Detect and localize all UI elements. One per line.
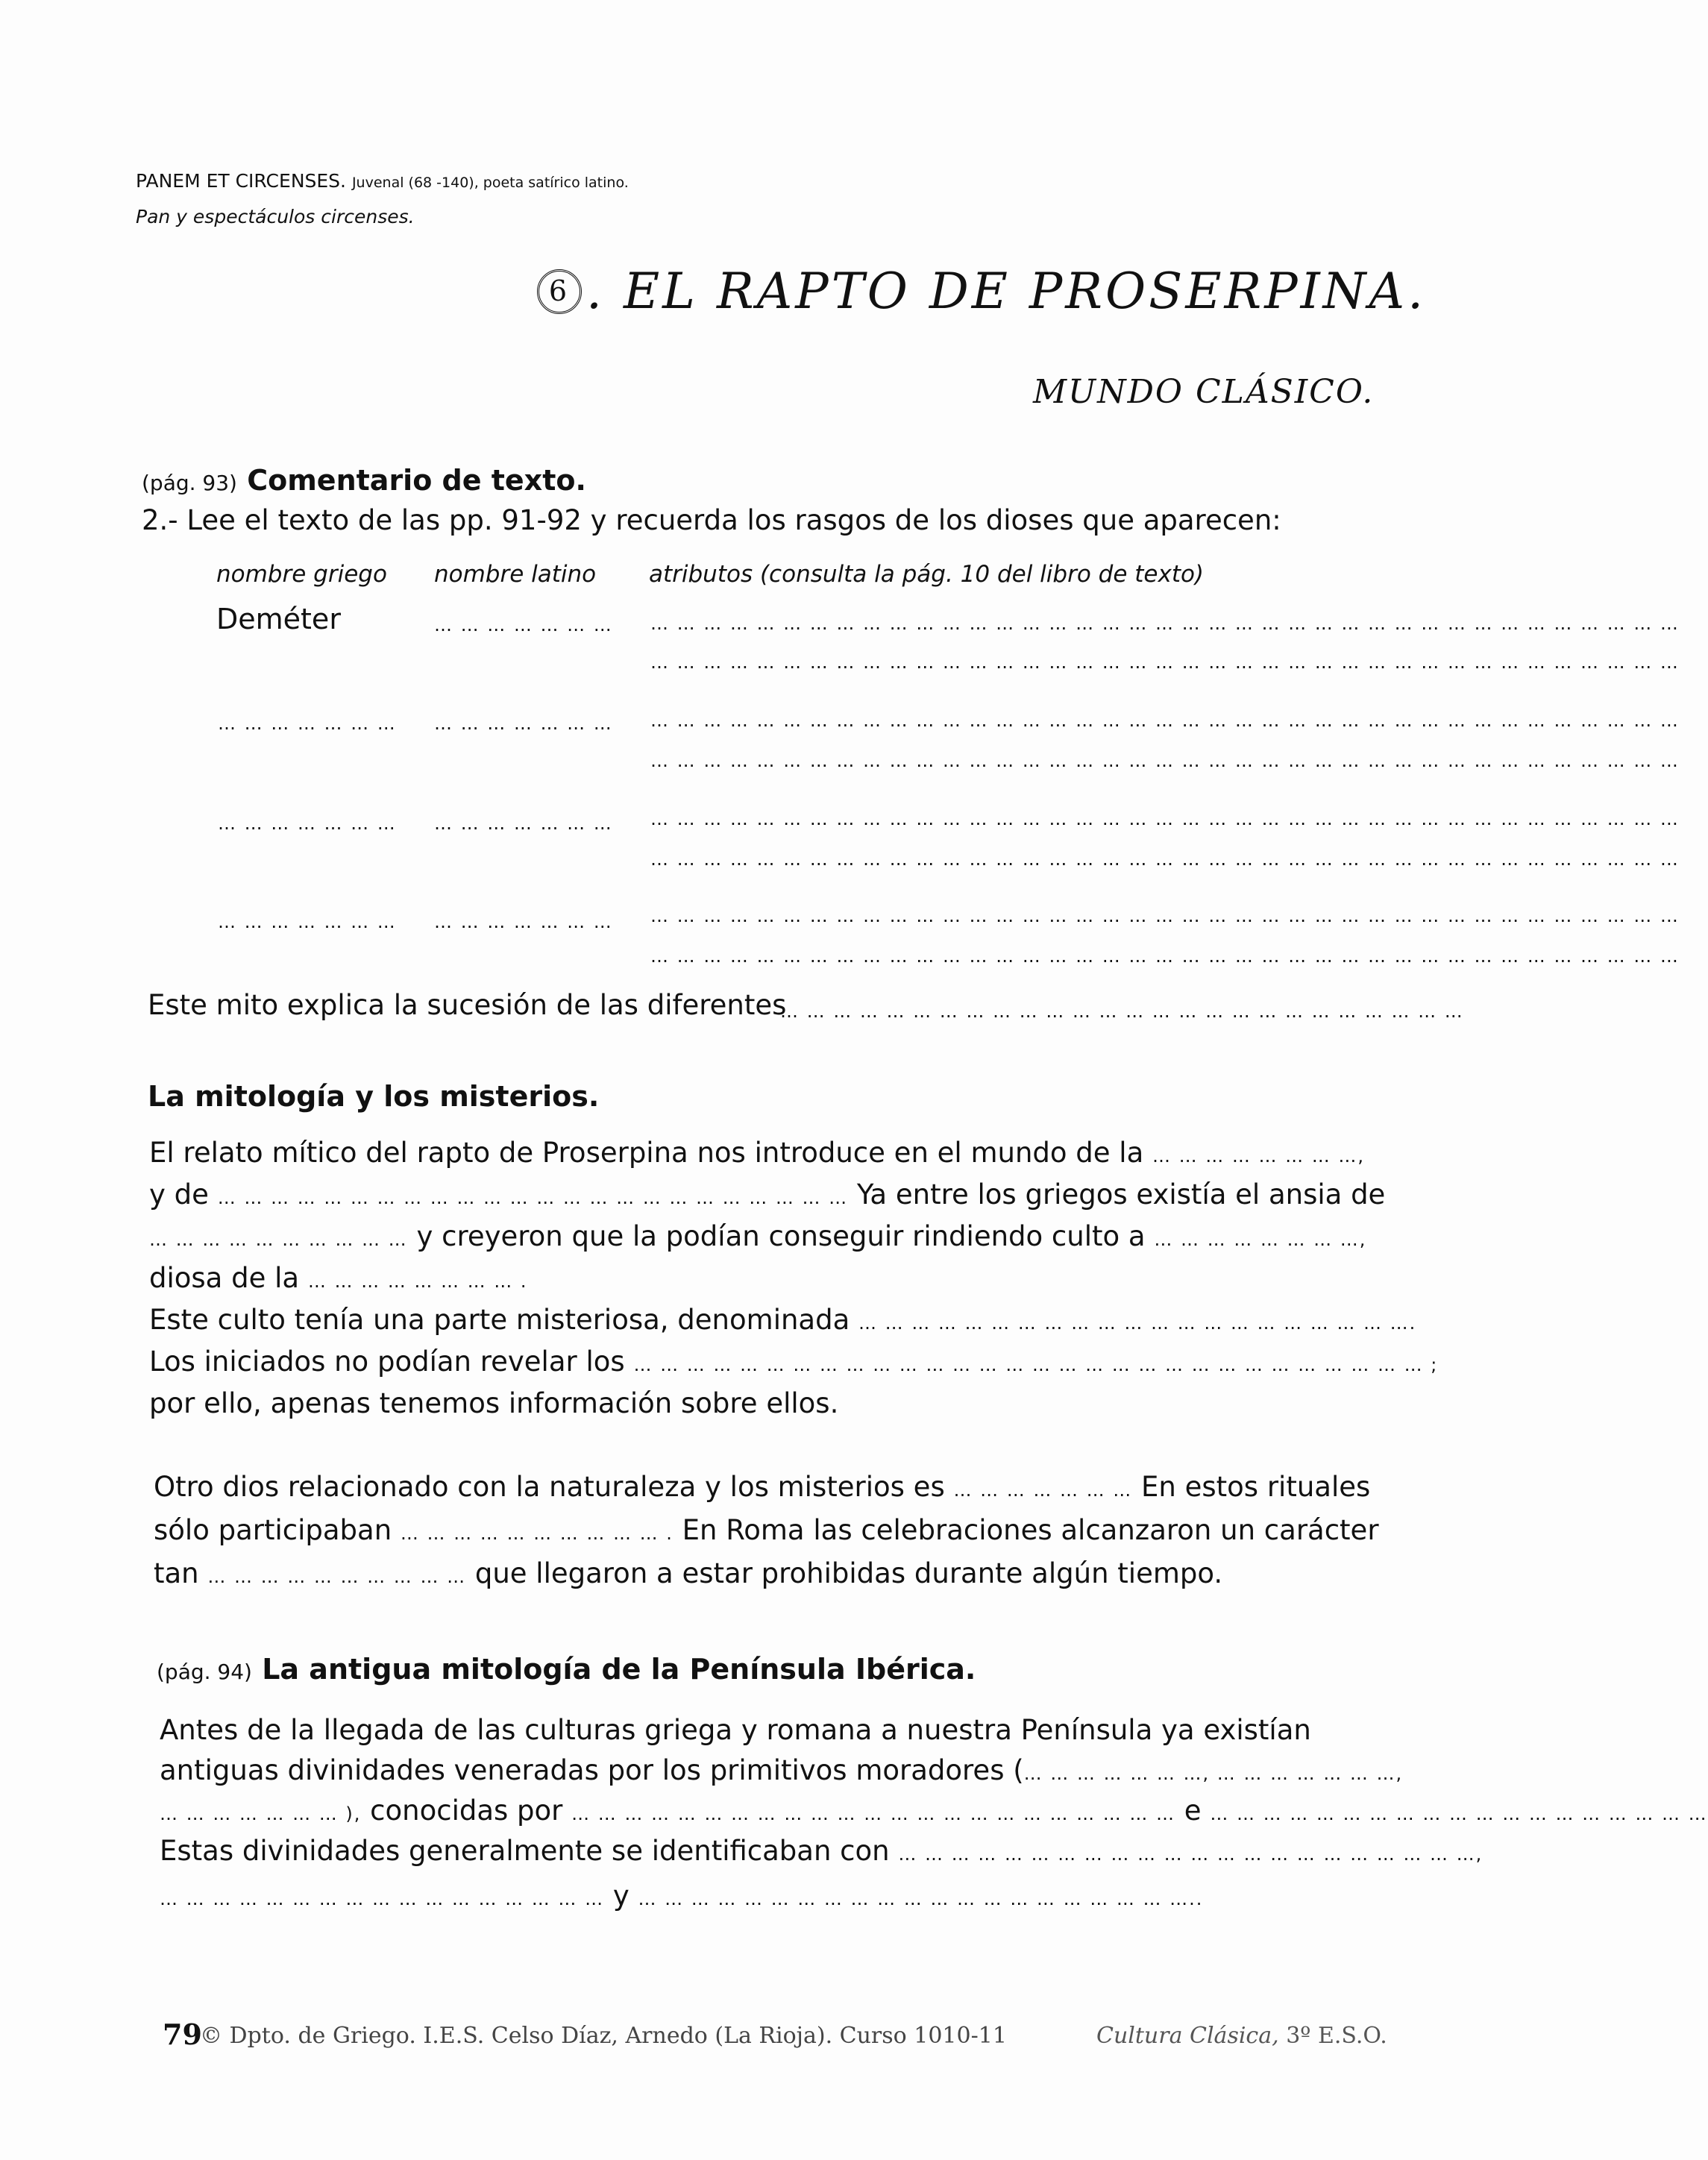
misterios-p2-blank-1: … … … … … … … — [953, 1480, 1133, 1501]
latin-blank-4: … … … … … … … — [434, 911, 613, 932]
motto-translation: Pan y espectáculos circenses. — [136, 206, 415, 227]
page-subtitle: MUNDO CLÁSICO. — [1033, 373, 1375, 411]
iberica-text-4: Estas divinidades generalmente se identificaban con — [160, 1835, 890, 1867]
misterios-p2-text-2b: En Roma las celebraciones alcanzaron un carácter — [682, 1514, 1379, 1546]
misterios-line-7: por ello, apenas tenemos información sobre ellos. — [149, 1387, 839, 1419]
attr-blank-1a: … … … … … … … … … … … … … … … … … … … … … … … … … … … … … … … … … … … … … … … — [650, 613, 1680, 634]
latin-blank-3: … … … … … … … — [434, 813, 613, 834]
footer-copyright: © Dpto. de Griego. I.E.S. Celso Díaz, Arnedo (La Rioja). Curso 1010-11 — [200, 2023, 1007, 2049]
misterios-text-1: El relato mítico del rapto de Proserpina nos introduce en el mundo de la — [149, 1137, 1144, 1169]
iberica-text-2: antiguas divinidades veneradas por los primitivos moradores ( — [160, 1754, 1024, 1786]
latin-blank-1: … … … … … … … — [434, 615, 613, 635]
iberica-text-3a: conocidas por — [370, 1795, 563, 1827]
misterios-text-5: Este culto tenía una parte misteriosa, denominada — [149, 1304, 850, 1336]
footer-level: 3º E.S.O. — [1286, 2023, 1387, 2049]
misterios-line-3 — [149, 1220, 1366, 1252]
iberica-line-4 — [160, 1835, 1483, 1867]
motto-main: PANEM ET CIRCENSES. — [136, 170, 346, 192]
misterios-p2-text-1b: En estos rituales — [1141, 1471, 1371, 1503]
iberica-title: La antigua mitología de la Península Ibérica. — [262, 1653, 976, 1686]
comentario-page-ref: (pág. 93) — [142, 471, 237, 495]
misterios-line-1 — [149, 1137, 1365, 1169]
misterios-p2-text-2a: sólo participaban — [154, 1514, 392, 1546]
iberica-heading — [157, 1653, 976, 1686]
misterios-blank-4: … … … … … … … … . — [307, 1271, 528, 1292]
greek-blank-2: … … … … … … … — [218, 713, 397, 734]
misterios-blank-5: … … … … … … … … … … … … … … … … … … … … …. — [858, 1313, 1417, 1334]
attr-blank-2b: … … … … … … … … … … … … … … … … … … … … … … … … … … … … … … … … … … … … … … … — [650, 750, 1680, 771]
greek-name-1: Deméter — [216, 603, 341, 635]
motto-line — [136, 170, 629, 192]
attr-blank-2a: … … … … … … … … … … … … … … … … … … … … … … … … … … … … … … … … … … … … … … … — [650, 710, 1680, 731]
misterios-p2-text-3b: que llegaron a estar prohibidas durante algún tiempo. — [474, 1557, 1223, 1589]
iberica-blank-5a: … … … … … … … … … … … … … … … … … — [160, 1889, 605, 1909]
iberica-text-3b: e — [1184, 1795, 1202, 1827]
misterios-blank-1: … … … … … … … …, — [1152, 1146, 1366, 1167]
misterios-blank-3a: … … … … … … … … … … — [149, 1229, 408, 1250]
misterios-blank-2: … … … … … … … … … … … … … … … … … … … … … … … … — [217, 1187, 849, 1208]
col-header-greek: nombre griego — [216, 561, 387, 588]
iberica-blank-3b: … … … … … … … … … … … … … … … … … … … … … … … — [571, 1803, 1176, 1824]
iberica-blank-3a: … … … … … … … ), — [160, 1803, 362, 1824]
page-title — [537, 263, 1426, 320]
iberica-blank-4: … … … … … … … … … … … … … … … … … … … … … …, — [898, 1844, 1483, 1865]
misterios-p2-blank-2: … … … … … … … … … … . — [400, 1523, 674, 1544]
greek-blank-4: … … … … … … … — [218, 911, 397, 932]
misterios-text-6: Los iniciados no podían revelar los — [149, 1346, 625, 1378]
misterios-blank-3b: … … … … … … … …, — [1154, 1229, 1367, 1250]
misterios-p2-text-1a: Otro dios relacionado con la naturaleza y los misterios es — [154, 1471, 945, 1503]
misterios-text-2a: y de — [149, 1178, 209, 1211]
misterios-line-4 — [149, 1262, 528, 1294]
iberica-page-ref: (pág. 94) — [157, 1660, 252, 1684]
iberica-blank-2: … … … … … … …, … … … … … … …, — [1023, 1763, 1404, 1784]
attr-blank-1b: … … … … … … … … … … … … … … … … … … … … … … … … … … … … … … … … … … … … … … … — [650, 652, 1680, 673]
misterios-text-2b: Ya entre los griegos existía el ansia de — [856, 1178, 1386, 1211]
col-header-attributes: atributos (consulta la pág. 10 del libro de texto) — [649, 561, 1205, 588]
iberica-text-5: y — [612, 1880, 629, 1912]
title-text: . EL RAPTO DE PROSERPINA. — [586, 263, 1427, 320]
misterios-heading: La mitología y los misterios. — [148, 1080, 600, 1113]
footer-course-name: Cultura Clásica, — [1096, 2023, 1279, 2049]
col-header-latin: nombre latino — [434, 561, 597, 588]
latin-blank-2: … … … … … … … — [434, 713, 613, 734]
footer-page-number: 79 — [163, 2018, 202, 2051]
misterios-p2-line-1 — [154, 1471, 1370, 1503]
title-number: 6 — [537, 269, 582, 314]
iberica-blank-3c: … … … … … … … … … … … … … … … … … … … — [1210, 1803, 1708, 1824]
comentario-closing-blank: … … … … … … … … … … … … … … … … … … … … … … … … … … — [780, 1001, 1464, 1022]
attr-blank-4b: … … … … … … … … … … … … … … … … … … … … … … … … … … … … … … … … … … … … … … … — [650, 946, 1680, 967]
comentario-instruction: 2.- Lee el texto de las pp. 91-92 y recuerda los rasgos de los dioses que aparecen: — [142, 504, 1281, 536]
greek-blank-3: … … … … … … … — [218, 813, 397, 834]
misterios-line-5 — [149, 1304, 1416, 1336]
comentario-title: Comentario de texto. — [247, 464, 586, 497]
motto-attribution: Juvenal (68 -140), poeta satírico latino. — [351, 175, 629, 191]
misterios-text-3: y creyeron que la podían conseguir rindiendo culto a — [416, 1220, 1146, 1252]
attr-blank-4a: … … … … … … … … … … … … … … … … … … … … … … … … … … … … … … … … … … … … … … … — [650, 905, 1680, 926]
attr-blank-3a: … … … … … … … … … … … … … … … … … … … … … … … … … … … … … … … … … … … … … … … — [650, 809, 1680, 829]
iberica-line-2 — [160, 1754, 1403, 1786]
iberica-line-3 — [160, 1795, 1708, 1827]
comentario-heading — [142, 464, 586, 497]
attr-blank-3b: … … … … … … … … … … … … … … … … … … … … … … … … … … … … … … … … … … … … … … … — [650, 849, 1680, 870]
misterios-p2-text-3a: tan — [154, 1557, 199, 1589]
misterios-text-4: diosa de la — [149, 1262, 300, 1294]
iberica-line-1: Antes de la llegada de las culturas griega y romana a nuestra Península ya existían — [160, 1714, 1311, 1746]
footer-course — [1096, 2023, 1387, 2049]
misterios-p2-line-2 — [154, 1514, 1379, 1546]
misterios-p2-blank-3: … … … … … … … … … … — [207, 1566, 467, 1587]
iberica-blank-5b: … … … … … … … … … … … … … … … … … … … … ….. — [638, 1889, 1204, 1909]
misterios-blank-6: … … … … … … … … … … … … … … … … … … … … … … … … … … … … … … ; — [633, 1354, 1439, 1375]
misterios-line-6 — [149, 1346, 1438, 1378]
iberica-line-5 — [160, 1880, 1203, 1912]
misterios-p2-line-3 — [154, 1557, 1222, 1589]
comentario-closing: Este mito explica la sucesión de las diferentes — [148, 989, 787, 1021]
misterios-line-2 — [149, 1178, 1385, 1211]
